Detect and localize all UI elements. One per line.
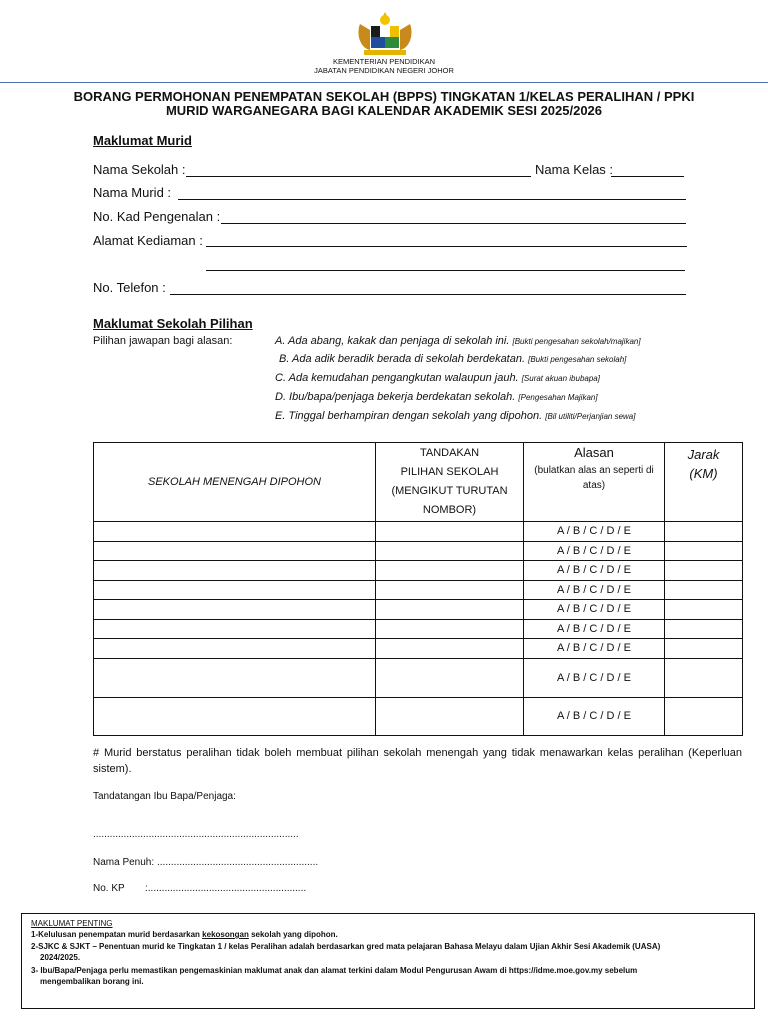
- address-field-line1[interactable]: [206, 246, 687, 247]
- table-row: [94, 639, 743, 659]
- reason-option-d: D. Ibu/bapa/penjaga bekerja berdekatan sekolah. [Pengesahan Majikan]: [275, 391, 598, 403]
- col-header-distance: Jarak (KM): [665, 443, 743, 522]
- reason-option-e: E. Tinggal berhampiran dengan sekolah yang dipohon. [Bil utiliti/Perjanjian sewa]: [275, 410, 636, 422]
- reason-cell[interactable]: A / B / C / D / E: [524, 619, 665, 639]
- state-department-name: JABATAN PENDIDIKAN NEGERI JOHOR: [314, 66, 454, 75]
- table-row: [94, 619, 743, 639]
- table-row: [94, 600, 743, 620]
- reason-option-a: A. Ada abang, kakak dan penjaga di sekolah ini. [Bukti pengesahan sekolah/majikan]: [275, 335, 641, 347]
- table-row: [94, 580, 743, 600]
- signature-line[interactable]: ..........................................................................: [93, 829, 299, 840]
- distance-cell[interactable]: [665, 522, 743, 542]
- distance-cell[interactable]: [665, 697, 743, 735]
- school-choice-table: [93, 442, 743, 736]
- table-row: [94, 541, 743, 561]
- address-label: Alamat Kediaman :: [93, 233, 203, 248]
- phone-field[interactable]: [170, 294, 686, 295]
- reason-cell[interactable]: A / B / C / D / E: [524, 697, 665, 735]
- distance-cell[interactable]: [665, 619, 743, 639]
- choice-cell[interactable]: [376, 522, 524, 542]
- choice-cell[interactable]: [376, 697, 524, 735]
- distance-cell[interactable]: [665, 600, 743, 620]
- distance-cell[interactable]: [665, 541, 743, 561]
- col-header-school: SEKOLAH MENENGAH DIPOHON: [94, 443, 376, 522]
- full-name-line[interactable]: ..........................................................: [157, 857, 319, 868]
- class-name-field[interactable]: [611, 176, 684, 177]
- distance-cell[interactable]: [665, 561, 743, 581]
- table-row: [94, 658, 743, 697]
- school-choice-heading: Maklumat Sekolah Pilihan: [93, 316, 253, 331]
- signature-label: Tandatangan Ibu Bapa/Penjaga:: [93, 791, 236, 802]
- student-name-field[interactable]: [178, 199, 686, 200]
- table-row: [94, 561, 743, 581]
- reason-cell[interactable]: A / B / C / D / E: [524, 639, 665, 659]
- school-cell[interactable]: [94, 697, 376, 735]
- reason-cell[interactable]: A / B / C / D / E: [524, 600, 665, 620]
- school-cell[interactable]: [94, 619, 376, 639]
- note-1: 1-Kelulusan penempatan murid berdasarkan kekosongan sekolah yang dipohon.: [31, 930, 338, 939]
- col-header-reason: Alasan (bulatkan alas an seperti di atas): [524, 443, 665, 522]
- distance-cell[interactable]: [665, 580, 743, 600]
- school-name-label: Nama Sekolah :: [93, 162, 186, 177]
- header-divider: [0, 82, 768, 83]
- address-field-line2[interactable]: [206, 270, 685, 271]
- ic-number-field[interactable]: [221, 223, 686, 224]
- choice-cell[interactable]: [376, 561, 524, 581]
- transition-footnote: # Murid berstatus peralihan tidak boleh membuat pilihan sekolah menengah yang tidak menawarkan kelas peralihan (Keperluan sistem).: [93, 747, 742, 775]
- important-notes-heading: MAKLUMAT PENTING: [31, 919, 113, 928]
- school-cell[interactable]: [94, 639, 376, 659]
- phone-label: No. Telefon :: [93, 280, 166, 295]
- reason-cell[interactable]: A / B / C / D / E: [524, 522, 665, 542]
- kp-line[interactable]: :.........................................................: [145, 883, 307, 894]
- choice-cell[interactable]: [376, 658, 524, 697]
- reason-option-b: B. Ada adik beradik berada di sekolah berdekatan. [Bukti pengesahan sekolah]: [279, 353, 627, 365]
- reason-cell[interactable]: A / B / C / D / E: [524, 541, 665, 561]
- choice-cell[interactable]: [376, 619, 524, 639]
- table-row: [94, 697, 743, 735]
- col-header-choice: TANDAKAN PILIHAN SEKOLAH (MENGIKUT TURUTAN NOMBOR): [376, 443, 524, 522]
- distance-cell[interactable]: [665, 658, 743, 697]
- school-cell[interactable]: [94, 561, 376, 581]
- distance-cell[interactable]: [665, 639, 743, 659]
- school-cell[interactable]: [94, 541, 376, 561]
- student-name-label: Nama Murid :: [93, 185, 172, 200]
- choice-cell[interactable]: [376, 600, 524, 620]
- reason-cell[interactable]: A / B / C / D / E: [524, 580, 665, 600]
- note-2: 2-SJKC & SJKT – Penentuan murid ke Tingkatan 1 / kelas Peralihan adalah berdasarkan gred mata pelajaran Bahasa Melayu dalam Ujian Akhir Sesi Akademik (UASA) 2024/2025.: [31, 942, 661, 962]
- kp-label: No. KP: [93, 883, 125, 894]
- form-title-line1: BORANG PERMOHONAN PENEMPATAN SEKOLAH (BPPS) TINGKATAN 1/KELAS PERALIHAN / PPKI: [73, 89, 695, 104]
- choice-cell[interactable]: [376, 541, 524, 561]
- class-name-label: Nama Kelas :: [535, 162, 614, 177]
- school-cell[interactable]: [94, 658, 376, 697]
- choice-cell[interactable]: [376, 639, 524, 659]
- school-name-field[interactable]: [186, 176, 531, 177]
- table-header-row: [94, 443, 743, 522]
- ic-number-label: No. Kad Pengenalan :: [93, 209, 221, 224]
- reasons-label: Pilihan jawapan bagi alasan:: [93, 335, 233, 347]
- ministry-name: KEMENTERIAN PENDIDIKAN: [332, 57, 436, 66]
- form-title-line2: MURID WARGANEGARA BAGI KALENDAR AKADEMIK SESI 2025/2026: [165, 103, 603, 118]
- student-info-heading: Maklumat Murid: [93, 133, 192, 148]
- malaysia-crest-logo: [354, 10, 416, 56]
- full-name-label: Nama Penuh:: [93, 857, 155, 868]
- note-3: 3- Ibu/Bapa/Penjaga perlu memastikan pengemaskinian maklumat anak dan alamat terkini dalam Modul Pengurusan Awam di https://idme.moe.gov.my sebelum mengembalikan borang ini.: [31, 966, 638, 986]
- school-cell[interactable]: [94, 522, 376, 542]
- school-cell[interactable]: [94, 580, 376, 600]
- school-cell[interactable]: [94, 600, 376, 620]
- choice-cell[interactable]: [376, 580, 524, 600]
- reason-cell[interactable]: A / B / C / D / E: [524, 561, 665, 581]
- reason-cell[interactable]: A / B / C / D / E: [524, 658, 665, 697]
- table-row: [94, 522, 743, 542]
- reason-option-c: C. Ada kemudahan pengangkutan walaupun jauh. [Surat akuan ibubapa]: [275, 372, 600, 384]
